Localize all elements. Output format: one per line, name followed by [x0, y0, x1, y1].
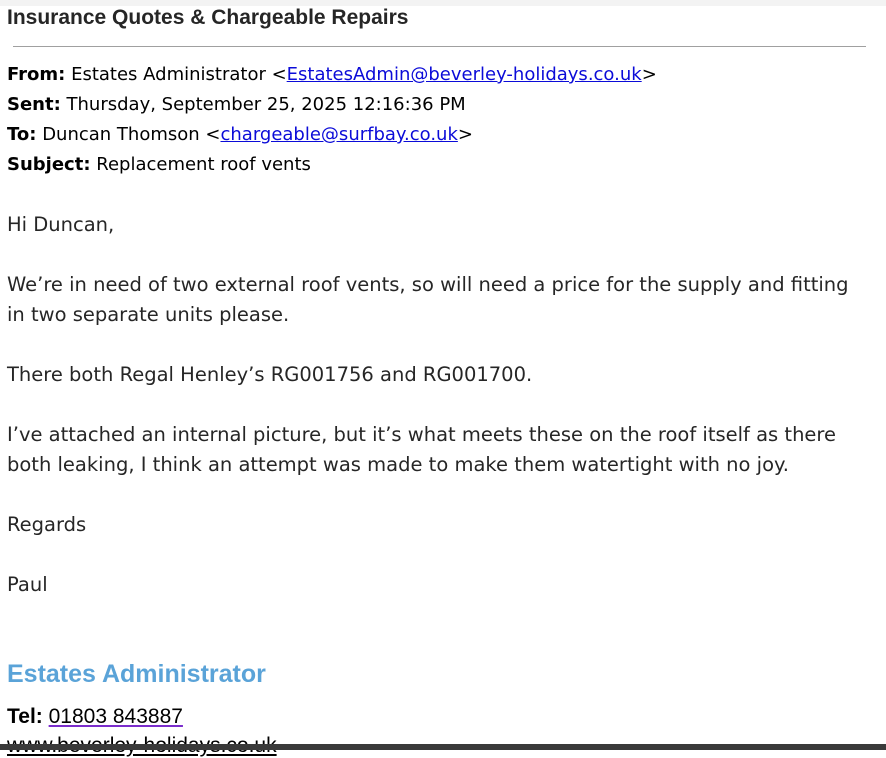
header-divider [13, 46, 866, 47]
from-close: > [641, 64, 657, 85]
subject-row [7, 154, 311, 175]
email-subject-title: Insurance Quotes & Chargeable Repairs [7, 6, 409, 29]
sent-row [7, 94, 466, 115]
subject-label: Subject: [7, 154, 91, 175]
signature-title: Estates Administrator [7, 660, 266, 688]
to-name: Duncan Thomson < [42, 124, 221, 145]
paragraph-2: There both Regal Henley’s RG001756 and RG001700. [7, 363, 533, 386]
to-label: To: [7, 124, 37, 145]
bottom-bar [0, 744, 886, 750]
to-row [7, 124, 473, 145]
greeting: Hi Duncan, [7, 213, 115, 236]
from-label: From: [7, 64, 66, 85]
closing: Regards [7, 513, 87, 536]
signature-tel-row [7, 705, 183, 729]
from-row [7, 64, 657, 85]
to-email-link[interactable]: chargeable@surfbay.co.uk [220, 124, 458, 145]
paragraph-3-line-2: both leaking, I think an attempt was made to make them watertight with no joy. [7, 453, 789, 476]
paragraph-1-line-1: We’re in need of two external roof vents, so will need a price for the supply and fitting [7, 273, 849, 296]
tel-link[interactable]: 01803 843887 [48, 705, 183, 728]
sender-name: Paul [7, 573, 48, 596]
from-email-link[interactable]: EstatesAdmin@beverley-holidays.co.uk [286, 64, 642, 85]
subject-value: Replacement roof vents [96, 154, 311, 175]
sent-label: Sent: [7, 94, 61, 115]
from-name: Estates Administrator < [71, 64, 287, 85]
sent-value: Thursday, September 25, 2025 12:16:36 PM [66, 94, 466, 115]
paragraph-1-line-2: in two separate units please. [7, 303, 290, 326]
to-close: > [457, 124, 473, 145]
tel-label: Tel: [7, 705, 43, 728]
paragraph-3-line-1: I’ve attached an internal picture, but it’s what meets these on the roof itself as there [7, 423, 837, 446]
